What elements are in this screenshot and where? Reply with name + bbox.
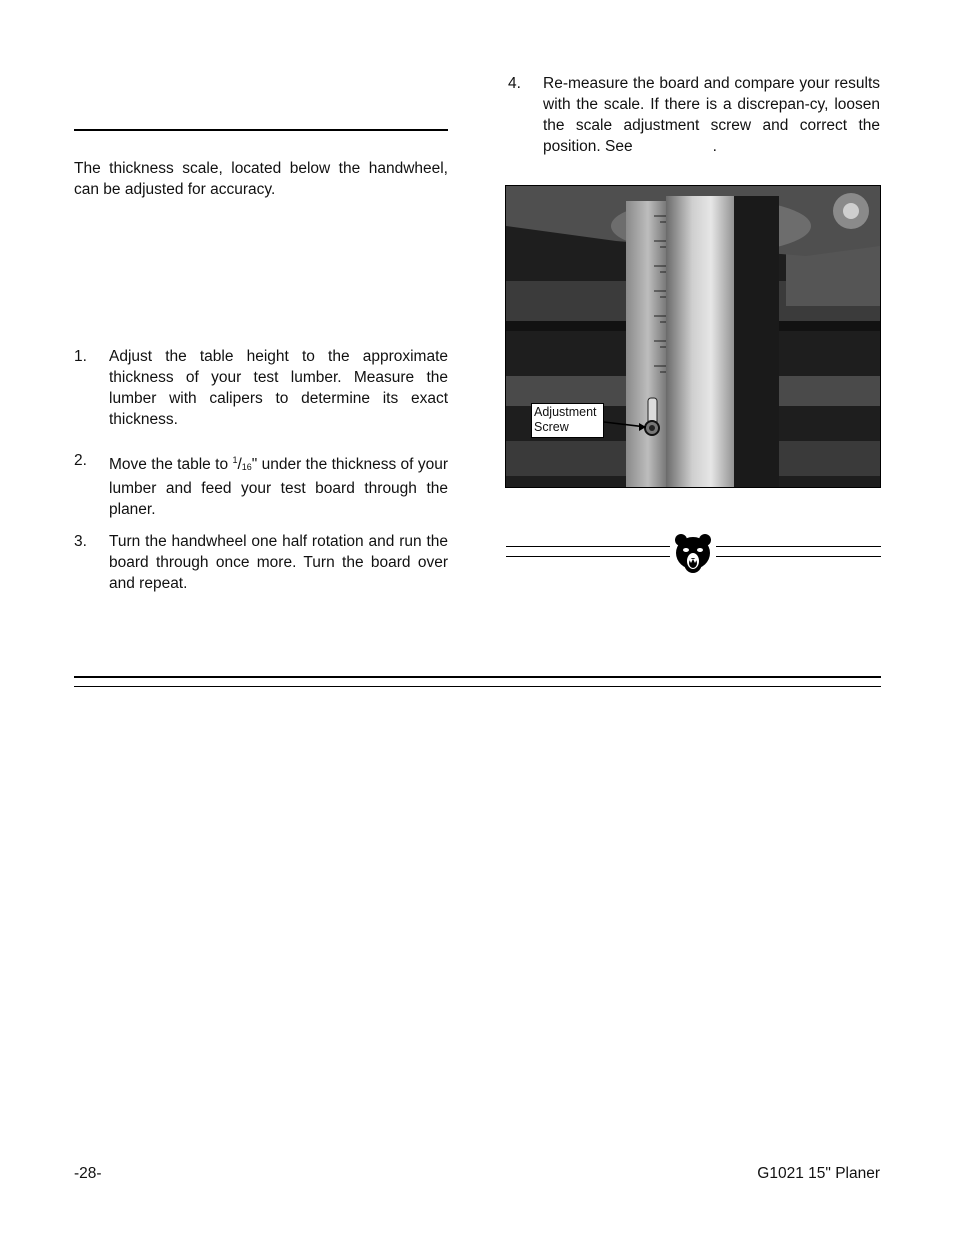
thickness-scale-illustration	[506, 186, 880, 487]
step-4-text-tail: .	[712, 138, 717, 155]
section-rule-full-top	[74, 676, 881, 678]
step-3	[74, 531, 448, 594]
step-1	[74, 346, 448, 430]
divider-right-line-bottom	[716, 556, 881, 557]
step-4-text-body: Re-measure the board and compare your results with the scale. If there is a discrepan-cy, loosen the scale adjustment screw and correct the position. See	[543, 75, 880, 155]
divider-right-line-top	[716, 546, 881, 547]
fraction-slash: /	[237, 456, 242, 473]
step-1-number: 1.	[74, 348, 87, 365]
intro-paragraph: The thickness scale, located below the handwheel, can be adjusted for accuracy.	[74, 160, 448, 198]
thickness-scale-photo	[505, 185, 881, 488]
step-2-text	[109, 450, 448, 520]
step-3-text: Turn the handwheel one half rotation and run the board through once more. Turn the board over and repeat.	[109, 533, 448, 592]
step-1-text: Adjust the table height to the approximate thickness of your test lumber. Measure the lumber with calipers to determine its exact thickness.	[109, 348, 448, 428]
step-4-text	[543, 73, 880, 157]
page-number: -28-	[74, 1165, 102, 1182]
section-rule-full-bottom	[74, 686, 881, 687]
divider-left-line-bottom	[506, 556, 670, 557]
fraction-denominator: 16	[241, 462, 252, 472]
step-2-number: 2.	[74, 452, 87, 469]
callout-line-2: Screw	[534, 420, 569, 434]
step-2-text-end: " under the thickness of your lumber and feed your test board through the planer.	[109, 456, 448, 518]
bear-logo-icon	[673, 533, 713, 575]
divider-left-line-top	[506, 546, 670, 547]
adjustment-screw-callout	[531, 403, 604, 438]
step-2	[74, 450, 448, 518]
step-4-number: 4.	[508, 75, 521, 92]
callout-line-1: Adjustment	[534, 405, 597, 419]
step-3-number: 3.	[74, 533, 87, 550]
model-label: G1021 15" Planer	[757, 1165, 880, 1182]
step-2-text-start: Move the table to	[109, 456, 233, 473]
section-rule-left	[74, 129, 448, 131]
fraction-numerator: 1	[232, 455, 238, 465]
step-4	[508, 73, 880, 157]
